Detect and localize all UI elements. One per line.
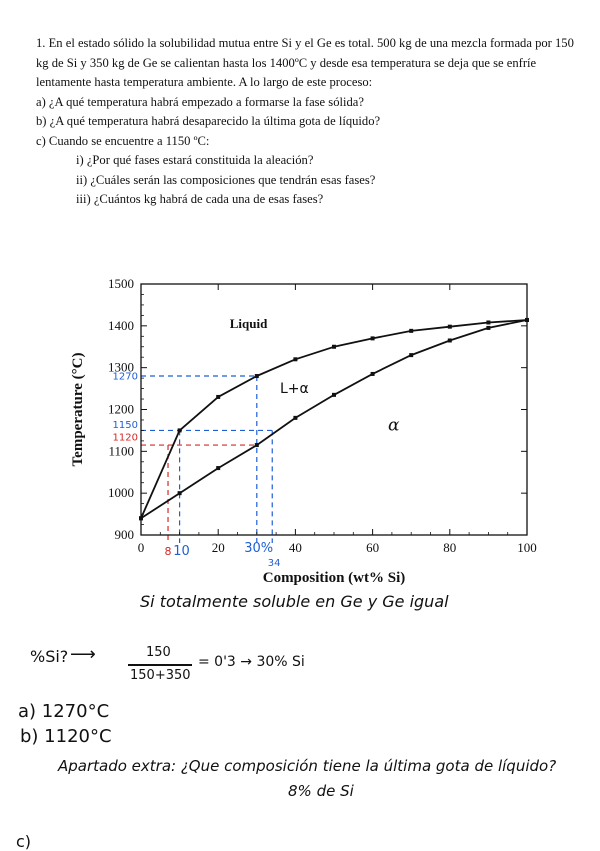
note-extra-answer: 8% de Si — [288, 782, 354, 800]
data-point — [525, 318, 529, 322]
question-c-iii: iii) ¿Cuántos kg habrá de cada una de esas fases? — [76, 192, 324, 206]
guide-y-label: 1150 — [112, 419, 138, 431]
note-fraction-bar — [128, 664, 192, 666]
y-tick-label: 1500 — [108, 276, 134, 291]
y-tick-label: 1300 — [108, 359, 134, 375]
region-label-alpha: α — [388, 415, 400, 436]
phase-diagram — [0, 270, 600, 630]
note-extra-question: Apartado extra: ¿Que composición tiene la última gota de líquido? — [58, 757, 557, 775]
answer-a: a) 1270°C — [18, 701, 110, 722]
region-label-two-phase: L+α — [279, 380, 309, 397]
note-solubility: Si totalmente soluble en Ge y Ge igual — [140, 592, 449, 611]
y-axis-label: Temperature (°C) — [70, 352, 86, 467]
data-point — [332, 345, 336, 349]
data-point — [178, 428, 182, 432]
guide-y-label: 1270 — [112, 371, 138, 383]
x-tick-label: 60 — [366, 540, 380, 555]
question-c-i: i) ¿Por qué fases estará constituida la aleación? — [76, 153, 314, 167]
chart-labels — [70, 276, 537, 586]
plot-frame — [141, 284, 527, 535]
data-point — [139, 516, 143, 520]
y-tick-label: 1400 — [108, 317, 134, 333]
data-point — [178, 491, 182, 495]
guide-x-label: 10 — [173, 544, 190, 559]
data-point — [448, 325, 452, 329]
data-point — [371, 336, 375, 340]
data-point — [409, 353, 413, 357]
y-tick-label: 1100 — [108, 443, 134, 459]
guide-x-label: 30% — [244, 541, 274, 556]
x-tick-label: 20 — [211, 540, 225, 555]
note-arrow-icon: ⟶ — [70, 644, 96, 665]
y-tick-label: 1200 — [108, 401, 134, 417]
problem-statement — [36, 34, 576, 210]
solidus-line — [141, 320, 527, 518]
x-tick-label: 0 — [137, 540, 145, 555]
note-fraction-result: = 0'3 → 30% Si — [198, 654, 305, 670]
data-point — [255, 443, 259, 447]
x-tick-label: 100 — [517, 540, 537, 555]
data-point — [293, 357, 297, 361]
data-point — [216, 395, 220, 399]
x-tick-label: 80 — [443, 540, 457, 555]
y-tick-label: 1000 — [108, 485, 134, 501]
guide-x-label: 8 — [164, 545, 172, 558]
data-point — [486, 326, 490, 330]
guide-y-label: 1120 — [112, 432, 138, 444]
chart-curves — [139, 315, 529, 520]
answer-b: b) 1120°C — [20, 726, 112, 747]
question-c-ii: ii) ¿Cuáles serán las composiciones que tendrán esas fases? — [76, 172, 376, 187]
data-point — [486, 320, 490, 324]
region-label-liquid: Liquid — [229, 315, 268, 331]
data-point — [409, 329, 413, 333]
chart-axes — [141, 284, 527, 535]
data-point — [216, 466, 220, 470]
x-axis-label: Composition (wt% Si) — [262, 570, 406, 586]
note-fraction-numerator: 150 — [146, 645, 171, 660]
question-a: a) ¿A qué temperatura habrá empezado a formarse la fase sólida? — [36, 94, 364, 109]
x-tick-label: 40 — [288, 540, 302, 555]
data-point — [448, 338, 452, 342]
note-percent-question: %Si? — [30, 647, 69, 666]
guide-x-label: 34 — [267, 558, 281, 569]
data-point — [255, 374, 259, 378]
y-tick-label: 900 — [114, 527, 134, 542]
note-fraction-denominator: 150+350 — [130, 668, 191, 683]
data-point — [332, 393, 336, 397]
answer-c-label: c) — [16, 832, 32, 851]
question-b: b) ¿A qué temperatura habrá desaparecido la última gota de líquido? — [36, 114, 381, 128]
guide-lines — [141, 376, 272, 543]
question-c: c) Cuando se encuentre a 1150 ºC: — [36, 133, 210, 148]
data-point — [293, 416, 297, 420]
data-point — [371, 372, 375, 376]
problem-intro: 1. En el estado sólido la solubilidad mutua entre Si y el Ge es total. 500 kg de una mezcla formada por 150 kg de Si y 350 kg de Ge se calientan hasta los 1400ºC y desde esa temperatura se deja que se enfríe lentamente hasta temperatura ambiente. A lo largo de este proceso: — [36, 36, 574, 89]
liquidus-line — [141, 320, 527, 518]
